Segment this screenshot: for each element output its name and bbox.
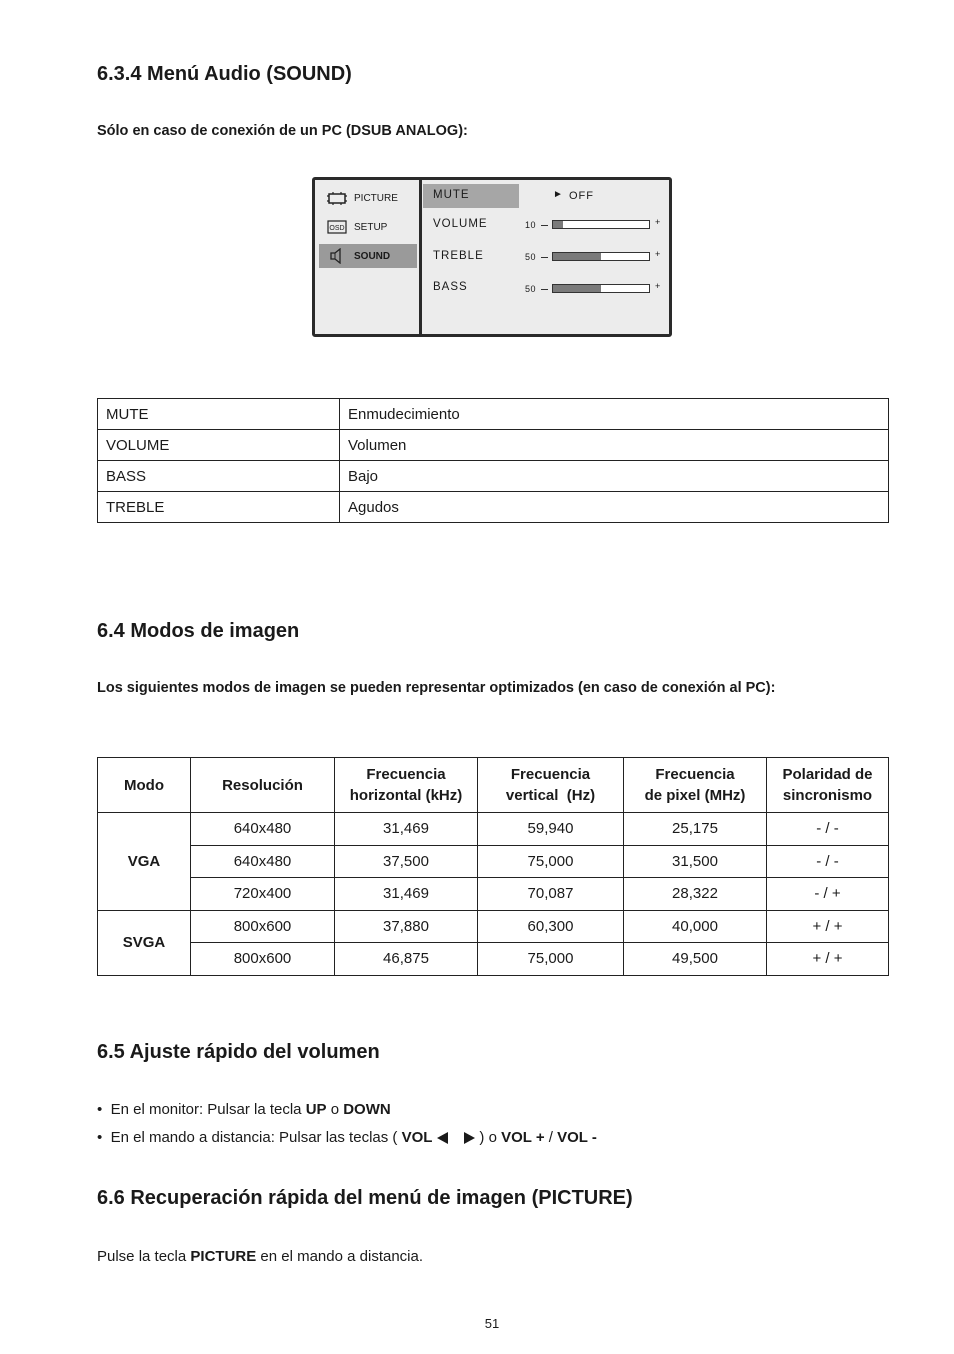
slider-minus-mark	[541, 225, 548, 226]
table-row	[98, 878, 889, 911]
table-cell: 40,000	[624, 910, 767, 943]
osd-treble-slider	[552, 252, 650, 261]
table-cell: TREBLE	[98, 492, 340, 523]
table-cell: 640x480	[191, 813, 335, 846]
slider-fill	[553, 285, 601, 292]
column-header	[98, 758, 191, 813]
osd-menu-label: PICTURE	[354, 192, 398, 204]
bullet-dot: •	[97, 1101, 111, 1118]
osd-menu-item-setup	[319, 215, 417, 239]
osd-row-mute-label: MUTE	[433, 189, 470, 201]
table-row	[98, 461, 889, 492]
table-row	[98, 943, 889, 976]
header-line: Frecuencia	[510, 766, 591, 783]
table-cell: 25,175	[624, 813, 767, 846]
osd-volume-slider	[552, 220, 650, 229]
slider-minus-mark	[541, 257, 548, 258]
header-line: Resolución	[222, 776, 303, 794]
right-triangle-icon	[464, 1132, 475, 1144]
bullet-dot: •	[97, 1129, 111, 1146]
table-cell: 60,300	[478, 910, 624, 943]
bullet-text: ) o	[475, 1129, 502, 1146]
table-cell: 37,500	[335, 845, 478, 878]
table-cell: 31,469	[335, 813, 478, 846]
osd-icon	[327, 220, 347, 234]
table-cell: Agudos	[340, 492, 889, 523]
osd-menu-list	[315, 180, 422, 334]
table-cell: 720x400	[191, 878, 335, 911]
header-line: Modo	[124, 776, 164, 794]
key-up: UP	[305, 1101, 327, 1118]
mode-cell: SVGA	[98, 910, 191, 975]
table-cell: 37,880	[335, 910, 478, 943]
osd-sound-menu	[312, 177, 672, 337]
picture-modes-table	[97, 757, 889, 976]
bullet-text: /	[544, 1129, 558, 1146]
column-header	[335, 758, 478, 813]
header-line: sincronismo	[782, 787, 873, 804]
section-title-picture-modes: 6.4 Modos de imagen	[97, 620, 300, 642]
slider-plus-mark: +	[655, 281, 661, 291]
picture-icon	[327, 191, 347, 205]
column-header	[767, 758, 889, 813]
mode-cell: VGA	[98, 813, 191, 911]
table-cell: 800x600	[191, 910, 335, 943]
slider-minus-mark	[541, 289, 548, 290]
table-cell: - / +	[767, 878, 889, 911]
page-number: 51	[484, 1316, 500, 1331]
table-row	[98, 492, 889, 523]
table-cell: + / +	[767, 943, 889, 976]
table-cell: Volumen	[340, 430, 889, 461]
key-vol-plus: VOL +	[501, 1129, 545, 1146]
osd-row-treble-label: TREBLE	[433, 250, 484, 262]
picture-key-paragraph	[97, 1248, 423, 1265]
osd-menu-label: SETUP	[354, 221, 388, 233]
table-cell: + / +	[767, 910, 889, 943]
bullet-text: En el mando a distancia: Pulsar las teclas (	[110, 1129, 402, 1146]
speaker-icon	[327, 249, 347, 263]
bullet-text: o	[326, 1101, 344, 1118]
table-cell: 75,000	[478, 943, 624, 976]
table-cell: 31,500	[624, 845, 767, 878]
table-header-row	[98, 758, 889, 813]
header-line: horizontal (kHz)	[349, 787, 463, 804]
svg-text:OSD: OSD	[329, 225, 345, 232]
slider-fill	[553, 253, 601, 260]
table-cell: Enmudecimiento	[340, 399, 889, 430]
bullet-remote	[97, 1129, 597, 1146]
table-cell: 75,000	[478, 845, 624, 878]
slider-fill	[553, 221, 563, 228]
table-cell: - / -	[767, 845, 889, 878]
header-line: de pixel (MHz)	[644, 787, 746, 804]
table-row	[98, 430, 889, 461]
table-cell: 31,469	[335, 878, 478, 911]
table-cell: - / -	[767, 813, 889, 846]
table-cell: 46,875	[335, 943, 478, 976]
column-header	[478, 758, 624, 813]
osd-volume-number: 10	[525, 220, 537, 230]
osd-row-volume-label: VOLUME	[433, 218, 488, 230]
key-vol-minus: VOL -	[557, 1129, 597, 1146]
table-cell: MUTE	[98, 399, 340, 430]
osd-treble-number: 50	[525, 252, 537, 262]
column-header	[191, 758, 335, 813]
osd-mute-arrow: ►	[553, 189, 564, 200]
table-row	[98, 910, 889, 943]
slider-plus-mark: +	[655, 249, 661, 259]
table-cell: 800x600	[191, 943, 335, 976]
osd-mute-value: OFF	[569, 190, 594, 202]
table-row	[98, 399, 889, 430]
bullet-monitor	[97, 1101, 391, 1118]
section-title-quick-volume: 6.5 Ajuste rápido del volumen	[97, 1041, 380, 1063]
table-cell: BASS	[98, 461, 340, 492]
para-text: Pulse la tecla	[97, 1248, 191, 1265]
bullet-text: En el monitor: Pulsar la tecla	[110, 1101, 306, 1118]
table-cell: 640x480	[191, 845, 335, 878]
key-down: DOWN	[343, 1101, 391, 1118]
table-cell: VOLUME	[98, 430, 340, 461]
table-row	[98, 813, 889, 846]
osd-bass-slider	[552, 284, 650, 293]
header-line: Polaridad de	[782, 766, 873, 783]
para-text: en el mando a distancia.	[256, 1248, 424, 1265]
left-triangle-icon	[437, 1132, 448, 1144]
osd-menu-item-sound	[319, 244, 417, 268]
table-cell: Bajo	[340, 461, 889, 492]
table-row	[98, 845, 889, 878]
section-title-quick-picture-menu: 6.6 Recuperación rápida del menú de imagen (PICTURE)	[97, 1187, 633, 1209]
osd-bass-number: 50	[525, 284, 537, 294]
osd-menu-item-picture	[319, 186, 417, 210]
key-picture: PICTURE	[190, 1248, 257, 1265]
header-line: vertical (Hz)	[505, 787, 596, 804]
table-cell: 59,940	[478, 813, 624, 846]
table-cell: 49,500	[624, 943, 767, 976]
header-line: Frecuencia	[366, 766, 446, 783]
table-cell: 70,087	[478, 878, 624, 911]
column-header	[624, 758, 767, 813]
slider-plus-mark: +	[655, 217, 661, 227]
audio-menu-subtitle: Sólo en caso de conexión de un PC (DSUB ANALOG):	[97, 123, 468, 139]
table-cell: 28,322	[624, 878, 767, 911]
section-title-audio-menu: 6.3.4 Menú Audio (SOUND)	[97, 63, 352, 85]
audio-terms-table	[97, 398, 889, 523]
osd-menu-label: SOUND	[354, 250, 391, 262]
osd-row-bass-label: BASS	[433, 281, 468, 293]
key-vol: VOL	[401, 1129, 433, 1146]
header-line: Frecuencia	[655, 766, 735, 783]
picture-modes-subtitle: Los siguientes modos de imagen se pueden representar optimizados (en caso de conexión al PC):	[97, 680, 776, 696]
